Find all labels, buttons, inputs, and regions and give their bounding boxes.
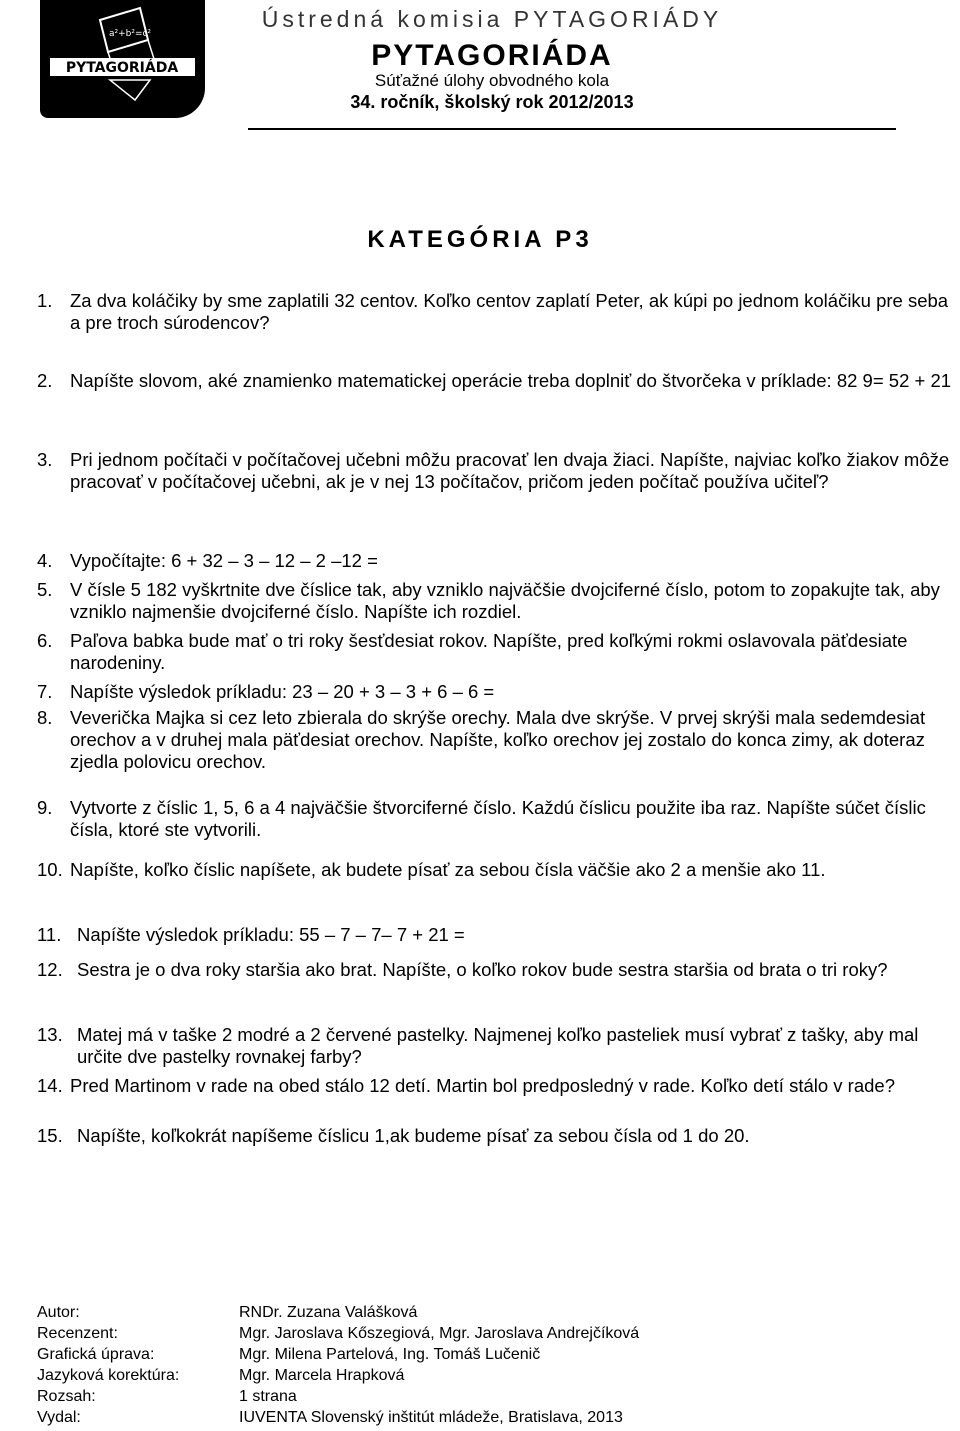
task-number: 6. — [37, 630, 53, 651]
credit-value: Mgr. Jaroslava Kőszegiová, Mgr. Jaroslava Andrejčíková — [239, 1325, 640, 1342]
document-header — [222, 4, 762, 113]
task-item — [37, 959, 960, 981]
task-item — [37, 550, 960, 572]
task-number: 5. — [37, 579, 53, 600]
task-number: 8. — [37, 707, 53, 728]
task-item — [37, 1125, 960, 1147]
task-text: Veverička Majka si cez leto zbierala do skrýše orechy. Mala dve skrýše. V prvej skrýši mala sedemdesiat orechov a v druhej mala päťdesiat orechov. Napíšte, koľko orechov jej zostalo do konca zimy, ak doteraz zjedla polovicu orechov. — [70, 707, 926, 772]
task-text: Pri jednom počítači v počítačovej učebni môžu pracovať len dvaja žiaci. Napíšte, najviac koľko žiakov môže pracovať v počítačovej učebni, ak je v nej 13 počítačov, pričom jeden počítač používa učiteľ? — [70, 449, 950, 492]
credit-label: Rozsah: — [37, 1388, 96, 1405]
credit-label: Autor: — [37, 1304, 80, 1321]
credit-value: RNDr. Zuzana Valášková — [239, 1304, 418, 1321]
header-rule — [248, 128, 896, 130]
task-number: 12. — [37, 959, 63, 980]
task-number: 9. — [37, 797, 53, 818]
task-text: Pred Martinom v rade na obed stálo 12 detí. Martin bol predposledný v rade. Koľko detí stálo v rade? — [70, 1075, 896, 1096]
credit-label: Grafická úprava: — [37, 1346, 155, 1363]
task-item — [37, 797, 960, 841]
logo-title: PYTAGORIÁDA — [65, 60, 179, 76]
task-item — [37, 290, 960, 334]
credit-label: Vydal: — [37, 1409, 81, 1426]
task-number: 15. — [37, 1125, 63, 1146]
task-number: 14. — [37, 1075, 63, 1096]
task-text: Sestra je o dva roky staršia ako brat. Napíšte, o koľko rokov bude sestra staršia od brata o tri roky? — [77, 959, 888, 980]
category-heading: KATEGÓRIA P3 — [367, 226, 593, 253]
task-item — [37, 681, 960, 703]
competition-title: PYTAGORIÁDA — [371, 39, 613, 72]
task-number: 3. — [37, 449, 53, 470]
task-text: Matej má v taške 2 modré a 2 červené pastelky. Najmenej koľko pasteliek musí vybrať z tašky, aby mal určite dve pastelky rovnakej farby? — [77, 1024, 919, 1067]
task-text: Za dva koláčiky by sme zaplatili 32 centov. Koľko centov zaplatí Peter, ak kúpi po jednom koláčiku pre seba a pre troch súrodencov? — [70, 290, 949, 333]
credit-value: 1 strana — [239, 1388, 297, 1405]
logo-formula: a²+b²=c² — [108, 29, 152, 39]
task-text: Napíšte výsledok príkladu: 23 – 20 + 3 – 3 + 6 – 6 = — [70, 681, 495, 702]
task-text: Napíšte výsledok príkladu: 55 – 7 – 7– 7 + 21 = — [77, 924, 465, 945]
credit-label: Jazyková korektúra: — [37, 1367, 180, 1384]
pytagoriada-logo — [40, 0, 205, 118]
task-item — [37, 579, 960, 623]
task-text: Napíšte, koľkokrát napíšeme číslicu 1,ak budeme písať za sebou čísla od 1 do 20. — [77, 1125, 750, 1146]
task-number: 11. — [37, 924, 62, 945]
task-text: V čísle 5 182 vyškrtnite dve číslice tak, aby vzniklo najväčšie dvojciferné číslo, potom to zopakujte tak, aby vzniklo najmenšie dvojciferné číslo. Napíšte ich rozdiel. — [70, 579, 940, 622]
school-year: 34. ročník, školský rok 2012/2013 — [350, 92, 634, 112]
task-text: Napíšte, koľko číslic napíšete, ak budete písať za sebou čísla väčšie ako 2 a menšie ako 11. — [70, 859, 826, 880]
task-text: Vypočítajte: 6 + 32 – 3 – 12 – 2 –12 = — [70, 550, 378, 571]
task-number: 4. — [37, 550, 53, 571]
task-number: 13. — [37, 1024, 63, 1045]
task-number: 7. — [37, 681, 53, 702]
commission-name: Ústredná komisia PYTAGORIÁDY — [261, 6, 723, 32]
logo-graphic — [40, 0, 205, 118]
task-item — [37, 1024, 960, 1068]
task-item — [37, 924, 960, 946]
task-item — [37, 1075, 960, 1097]
task-number: 10. — [37, 859, 63, 880]
credit-value: Mgr. Marcela Hrapková — [239, 1367, 405, 1384]
task-text: Vytvorte z číslic 1, 5, 6 a 4 najväčšie štvorciferné číslo. Každú číslicu použite iba raz. Napíšte súčet číslic čísla, ktoré ste vytvorili. — [70, 797, 926, 840]
task-item — [37, 449, 960, 493]
credit-value: Mgr. Milena Partelová, Ing. Tomáš Lučenič — [239, 1346, 541, 1363]
task-text: Paľova babka bude mať o tri roky šesťdesiat rokov. Napíšte, pred koľkými rokmi oslavovala päťdesiate narodeniny. — [70, 630, 908, 673]
task-item — [37, 630, 960, 674]
task-text: Napíšte slovom, aké znamienko matematickej operácie treba doplniť do štvorčeka v príklade: 82 9= 52 + 21 — [70, 370, 952, 391]
task-number: 1. — [37, 290, 53, 311]
round-subtitle: Súťažné úlohy obvodného kola — [374, 71, 610, 90]
task-item — [37, 707, 960, 773]
credit-label: Recenzent: — [37, 1325, 118, 1342]
task-number: 2. — [37, 370, 53, 391]
credit-value: IUVENTA Slovenský inštitút mládeže, Bratislava, 2013 — [239, 1409, 623, 1426]
task-item — [37, 370, 960, 392]
task-item — [37, 859, 960, 881]
